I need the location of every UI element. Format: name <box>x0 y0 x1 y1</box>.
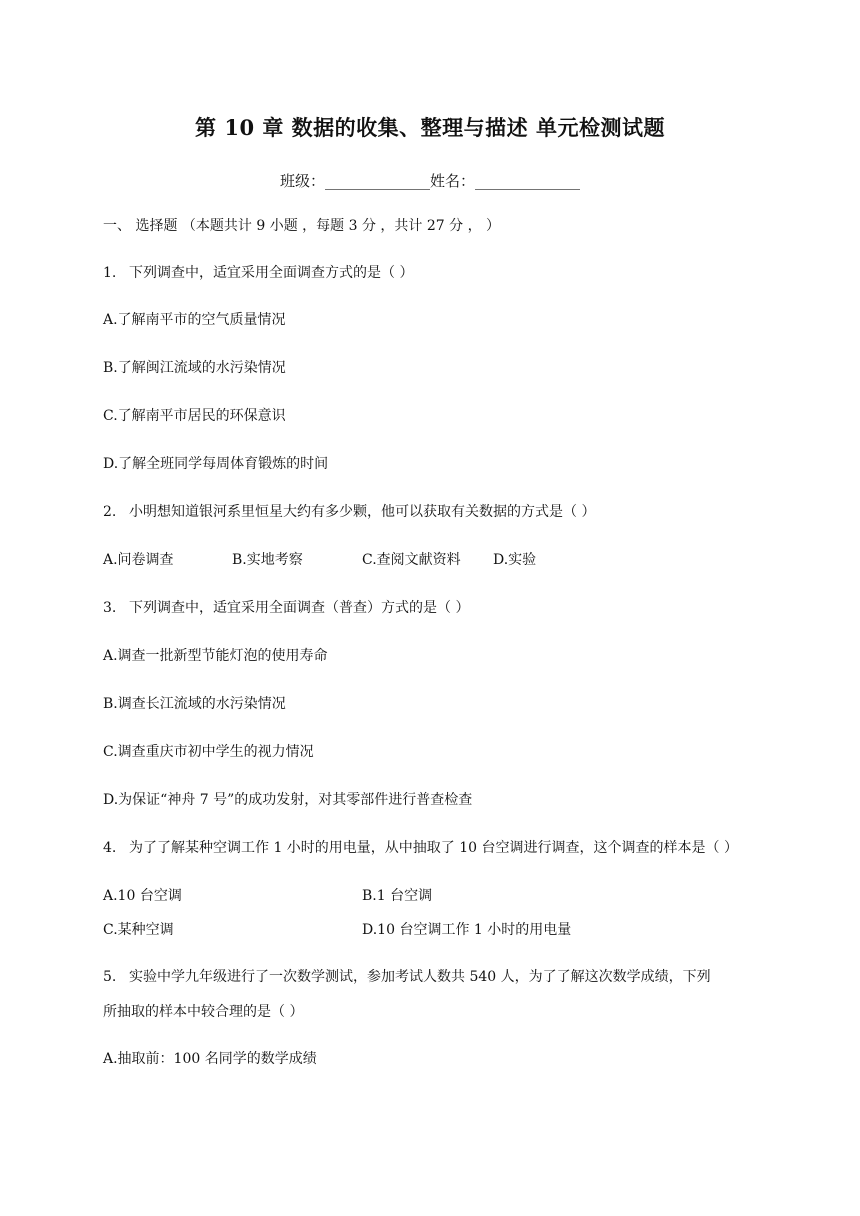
option-4b: B.1 台空调 <box>362 888 433 904</box>
question-text: 实验中学九年级进行了一次数学测试，参加考试人数共 540 人，为了了解这次数学成绩，下列 <box>129 969 711 985</box>
class-blank: ______________ <box>325 172 430 190</box>
question-number: 4. <box>103 840 117 856</box>
question-text: 下列调查中，适宜采用全面调查（普查）方式的是（ ） <box>129 600 470 616</box>
option-4c: C.某种空调 <box>103 922 174 938</box>
question-number: 2. <box>103 504 117 520</box>
option-4d: D.10 台空调工作 1 小时的用电量 <box>362 922 572 938</box>
question-number: 1. <box>103 265 117 281</box>
option-5a: A.抽取前：100 名同学的数学成绩 <box>103 1051 317 1067</box>
option-1d: D.了解全班同学每周体育锻炼的时间 <box>103 456 329 472</box>
class-label: 班级： <box>279 172 325 190</box>
page-title: 第 10 章 数据的收集、整理与描述 单元检测试题 <box>195 115 665 140</box>
option-1a: A.了解南平市的空气质量情况 <box>103 312 286 328</box>
question-2 <box>103 501 595 521</box>
name-label: 姓名： <box>430 172 476 190</box>
option-3c: C.调查重庆市初中学生的视力情况 <box>103 744 314 760</box>
question-text: 小明想知道银河系里恒星大约有多少颗，他可以获取有关数据的方式是（ ） <box>129 504 596 520</box>
option-3a: A.调查一批新型节能灯泡的使用寿命 <box>103 648 328 664</box>
question-3 <box>103 597 469 617</box>
question-number: 5. <box>103 969 117 985</box>
option-2a: A.问卷调查 <box>103 552 174 568</box>
option-4a: A.10 台空调 <box>103 888 182 904</box>
question-1 <box>103 262 413 282</box>
option-1b: B.了解闽江流域的水污染情况 <box>103 360 286 376</box>
option-2d: D.实验 <box>493 552 537 568</box>
question-5-continuation: 所抽取的样本中较合理的是（ ） <box>103 1004 304 1020</box>
question-5 <box>103 966 711 986</box>
name-blank: ______________ <box>475 172 581 190</box>
section-heading: 一、 选择题 （本题共计 9 小题 ，每题 3 分 ，共计 27 分 ， ） <box>103 218 501 234</box>
option-2b: B.实地考察 <box>232 552 303 568</box>
question-text: 为了了解某种空调工作 1 小时的用电量，从中抽取了 10 台空调进行调查，这个调查的样本是（ ） <box>129 840 738 856</box>
question-text: 下列调查中，适宜采用全面调查方式的是（ ） <box>129 265 414 281</box>
option-1c: C.了解南平市居民的环保意识 <box>103 408 286 424</box>
option-3b: B.调查长江流域的水污染情况 <box>103 696 286 712</box>
option-3d: D.为保证“神舟 7 号”的成功发射，对其零部件进行普查检查 <box>103 792 473 808</box>
class-name-line <box>0 170 860 191</box>
question-4 <box>103 837 738 857</box>
option-2c: C.查阅文献资料 <box>362 552 461 568</box>
question-number: 3. <box>103 600 117 616</box>
